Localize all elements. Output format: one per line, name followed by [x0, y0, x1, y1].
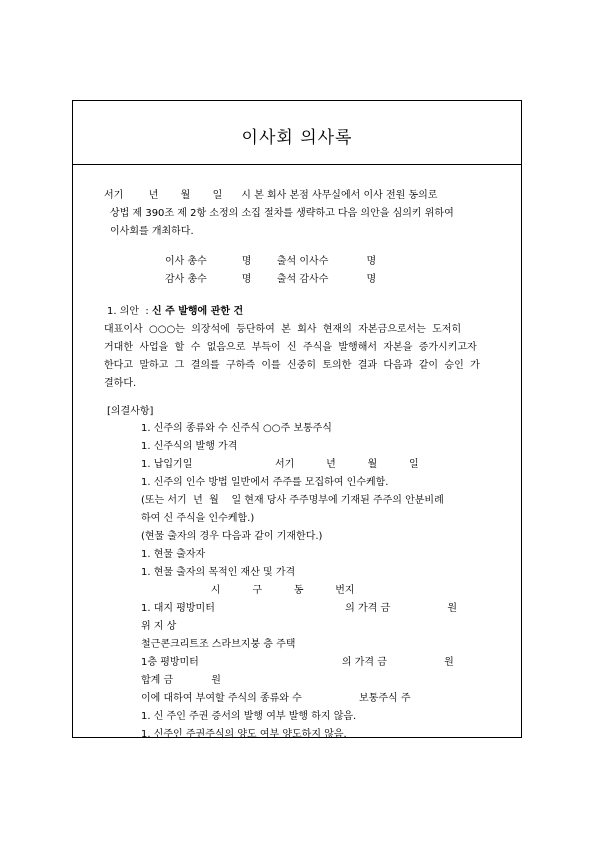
resolution-item: 1. 신주인 주권주식의 양도 여부 양도하지 않음.: [141, 729, 347, 740]
agenda-body-line: 한다고 말하고 그 결의를 구하즉 이를 신중히 토의한 결과 다음과 같이 승인 가: [104, 360, 480, 371]
resolution-item: 1. 신 주인 주권 증서의 발행 여부 발행 하지 않음.: [141, 711, 357, 722]
attendance-directors: 이사 총수 명 출석 이사수 명: [165, 256, 377, 267]
resolution-item: 하여 신 주식을 인수케함.): [141, 513, 255, 524]
document-title: 이사회 의사록: [241, 128, 353, 148]
resolution-item: 이에 대하여 부여할 주식의 종류와 수 보통주식 주: [141, 693, 411, 704]
resolution-item: 위 지 상: [141, 621, 177, 632]
agenda-body-line: 거대한 사업을 할 수 없음으로 부득이 신 주식을 발행해서 자본을 증가시키고자: [104, 342, 477, 353]
intro-line: 서기 년 월 일 시 본 회사 본점 사무실에서 이사 전원 동의로: [104, 190, 438, 201]
resolution-item: 1. 신주식의 발행 가격: [141, 441, 238, 452]
resolution-item: 1층 평방미터 의 가격 금 원: [141, 657, 454, 668]
intro-line: 상법 제 390조 제 2항 소정의 소집 절차를 생략하고 다음 의안을 심의키 위하여: [110, 208, 454, 219]
agenda-body-line: 대표이사 ○○○는 의장석에 등단하여 본 회사 현재의 자본금으로서는 도저히: [104, 324, 462, 335]
attendance-auditors: 감사 총수 명 출석 감사수 명: [165, 274, 377, 285]
resolution-item: (또는 서기 년 월 일 현재 당사 주주명부에 기재된 주주의 안분비례: [141, 495, 444, 506]
agenda-title: 신 주 발행에 관한 건: [151, 306, 244, 317]
title-box: [73, 101, 521, 165]
resolution-item: 시 구 동 번지: [141, 585, 355, 596]
agenda-label: 1. 의안 :: [107, 306, 152, 317]
resolution-item: 1. 신주의 인수 방법 일반에서 주주를 모집하여 인수케함.: [141, 477, 389, 488]
agenda-line: [107, 306, 243, 318]
resolution-item: (현물 출자의 경우 다음과 같이 기재한다.): [141, 531, 323, 542]
agenda-body-line: 결하다.: [104, 378, 137, 389]
resolution-item: 1. 현물 출자의 목적인 재산 및 가격: [141, 567, 296, 578]
resolution-item: 1. 현물 출자자: [141, 549, 206, 560]
intro-line: 이사회를 개최하다.: [110, 226, 194, 237]
resolution-item: 1. 납입기일 서기 년 월 일: [141, 459, 419, 470]
resolution-item: 철근콘크리트조 스라브지붕 층 주택: [141, 639, 296, 650]
resolution-header: [의결사항]: [107, 406, 154, 417]
resolution-item: 1. 대지 평방미터 의 가격 금 원: [141, 603, 458, 614]
resolution-item: 합계 금 원: [141, 675, 221, 686]
resolution-item: 1. 신주의 종류와 수 신주식 ○○주 보통주식: [141, 423, 332, 434]
